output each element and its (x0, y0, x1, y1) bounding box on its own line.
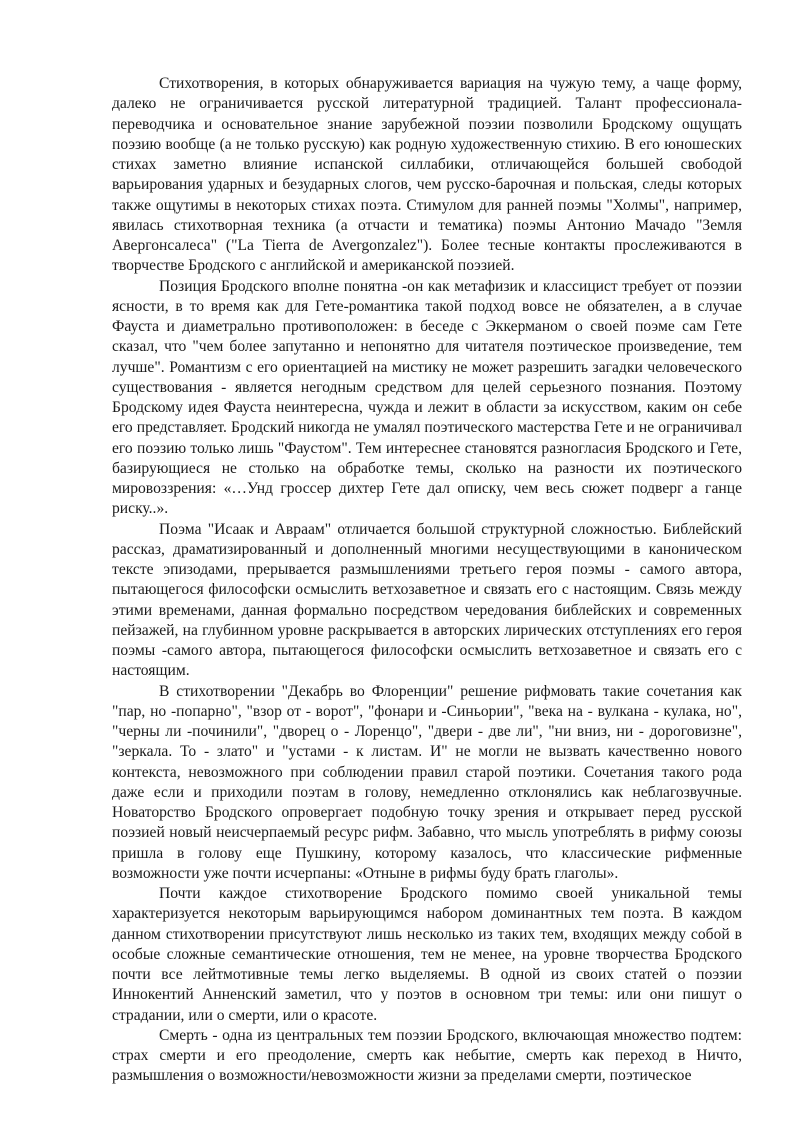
paragraph-3: Поэма "Исаак и Авраам" отличается большой структурной сложностью. Библейский рассказ, драматизированный и дополненный многими несуществующими в каноническом тексте эпизодами, прерывается размышлениями третьего героя поэмы - самого автора, пытающегося философски осмыслить ветхозаветное и связать его с настоящим. Связь между этими временами, данная формально посредством чередования библейских и современных пейзажей, на глубинном уровне раскрывается в авторских лирических отступлениях его героя поэмы -самого автора, пытающегося философски осмыслить ветхозаветное и связать его с настоящим. (112, 520, 742, 680)
paragraph-1: Стихотворения, в которых обнаруживается вариация на чужую тему, а чаще форму, далеко не ограничивается русской литературной традицией. Талант профессионала-переводчика и основательное знание зарубежной поэзии позволили Бродскому ощущать поэзию вообще (а не только русскую) как родную художественную стихию. В его юношеских стихах заметно влияние испанской силлабики, отличающейся большей свободой варьирования ударных и безударных слогов, чем русско-барочная и польская, следы которых также ощутимы в некоторых стихах поэта. Стимулом для ранней поэмы "Холмы", например, явилась стихотворная техника (а отчасти и тематика) поэмы Антонио Мачадо "Земля Авергонсалеса" ("La Tierra de Avergonzalez"). Более тесные контакты прослеживаются в творчестве Бродского с английской и американской поэзией. (112, 75, 742, 275)
paragraph-4: В стихотворении "Декабрь во Флоренции" решение рифмовать такие сочетания как "пар, но -попарно", "взор от - ворот", "фонари и -Синьории", "века на - вулкана - кулака, но", "черны ли -починили", "дворец о - Лоренцо", "двери - две ли", "ни вниз, ни - дороговизне", "зеркала. То - злато" и "устами - к листам. И" не могли не вызвать качественно нового контекста, невозможного при соблюдении правил старой поэтики. Сочетания такого рода даже если и приходили поэтам в голову, немедленно отклонялись как неблагозвучные. Новаторство Бродского опровергает подобную точку зрения и открывает перед русской поэзией новый неисчерпаемый ресурс рифм. Забавно, что мысль употреблять в рифму союзы пришла в голову еще Пушкину, которому казалось, что классические рифменные возможности уже почти исчерпаны: «Отныне в рифмы буду брать глаголы». (112, 682, 742, 882)
body-text (112, 74, 742, 1087)
paragraph-2: Позиция Бродского вполне понятна -он как метафизик и классицист требует от поэзии ясности, в то время как для Гете-романтика такой подход вовсе не обязателен, а в случае Фауста и диаметрально противоположен: в беседе с Эккерманом о своей поэме сам Гете сказал, что "чем более запутанно и непонятно для читателя поэтическое произведение, тем лучше". Романтизм с его ориентацией на мистику не может разрешить загадки человеческого существования - является негодным средством для целей серьезного познания. Поэтому Бродскому идея Фауста неинтересна, чужда и лежит в области за искусством, каким он себе его представляет. Бродский никогда не умалял поэтического мастерства Гете и не ограничивал его поэзию только лишь "Фаустом". Тем интереснее становятся разногласия Бродского и Гете, базирующиеся не столько на обработке темы, сколько на разности их поэтического мировоззрения: «…Унд гроссер дихтер Гете дал описку, чем весь сюжет подверг а ганце риску..». (112, 277, 742, 518)
paragraph-5: Почти каждое стихотворение Бродского помимо своей уникальной темы характеризуется некоторым варьирующимся набором доминантных тем поэта. В каждом данном стихотворении присутствуют лишь несколько из таких тем, входящих между собой в особые сложные семантические отношения, тем не менее, на уровне творчества Бродского почти все лейтмотивные темы легко выделяемы. В одной из своих статей о поэзии Иннокентий Анненский заметил, что у поэтов в основном три темы: или они пишут о страдании, или о смерти, или о красоте. (112, 885, 742, 1024)
paragraph-6: Смерть - одна из центральных тем поэзии Бродского, включающая множество подтем: страх смерти и его преодоление, смерть как небытие, смерть как переход в Ничто, размышления о возможности/невозможности жизни за пределами смерти, поэтическое (112, 1026, 742, 1085)
